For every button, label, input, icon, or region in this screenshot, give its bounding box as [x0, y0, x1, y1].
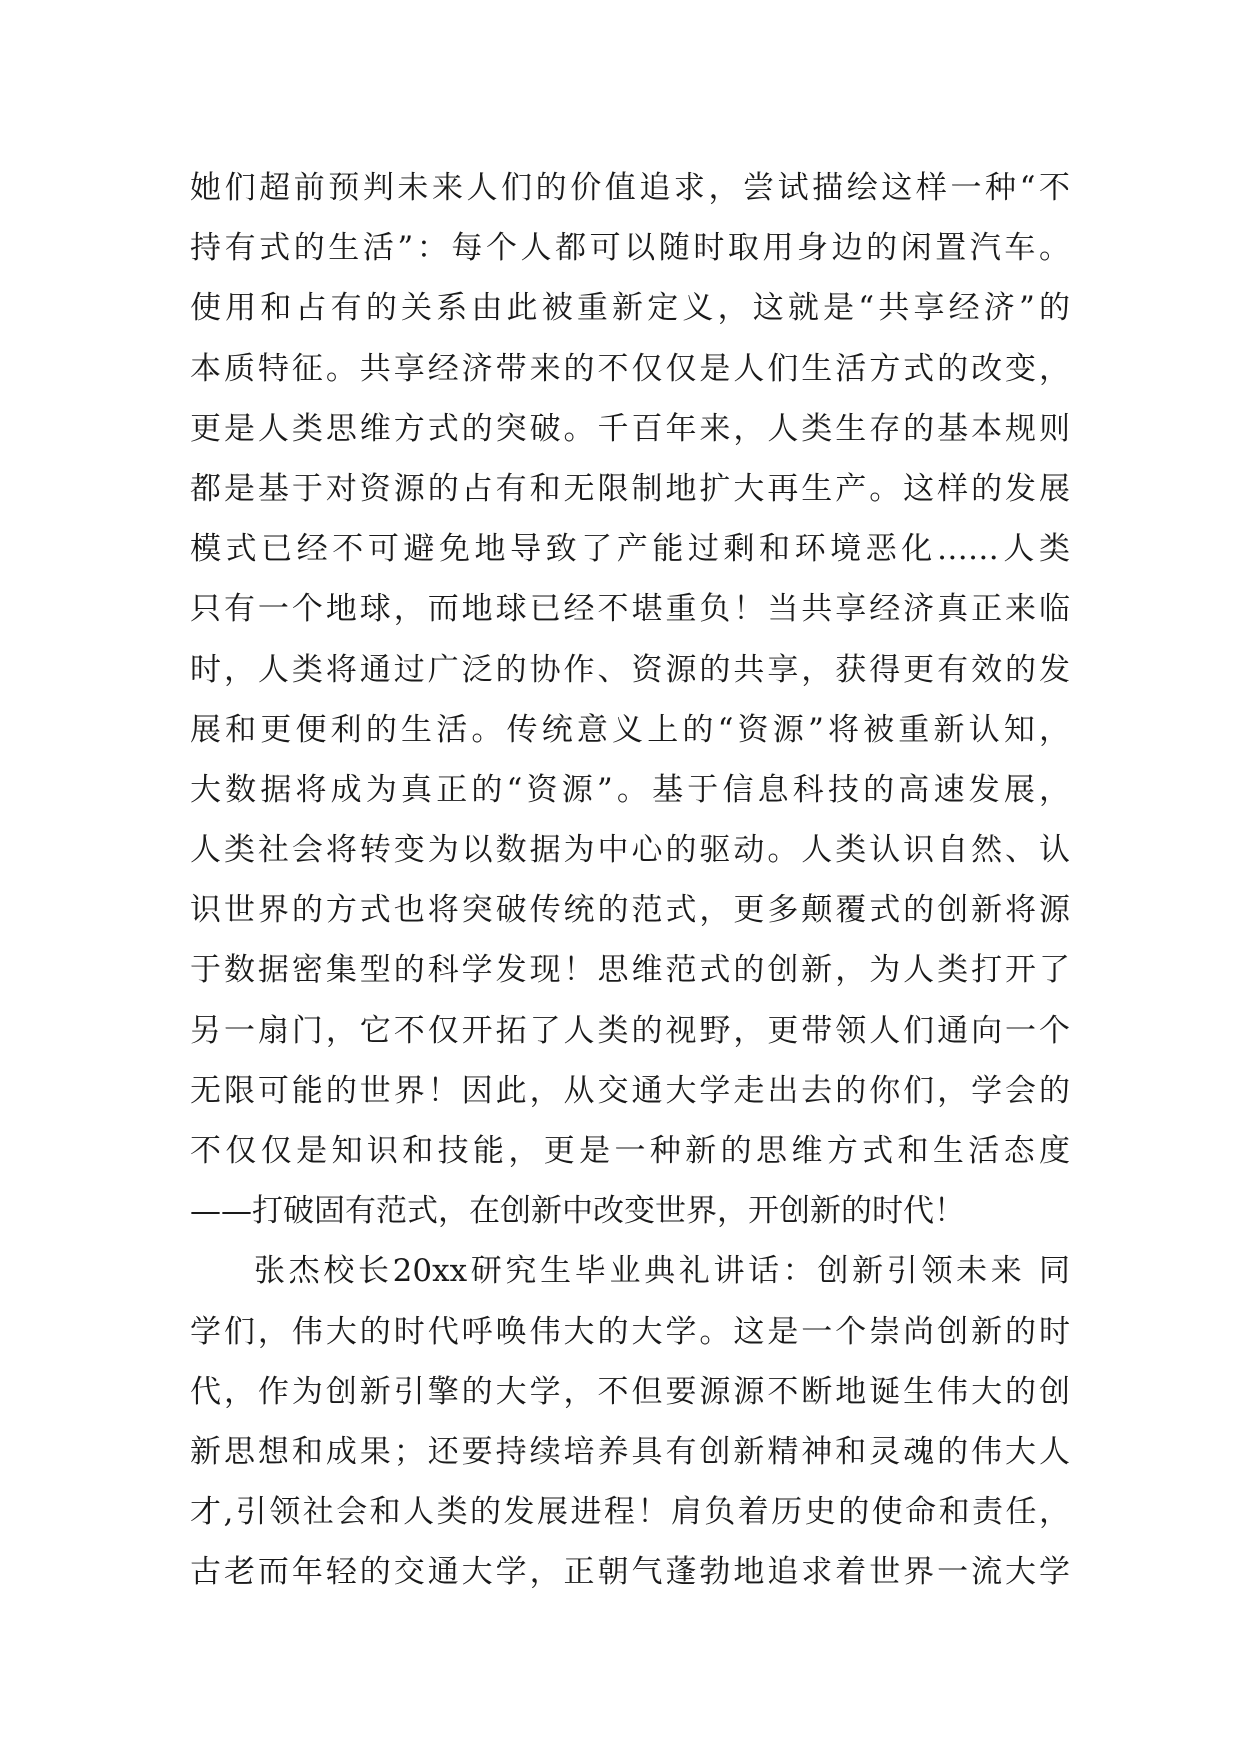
text-line: 古老而年轻的交通大学，正朝气蓬勃地追求着世界一流大学 — [190, 1554, 1070, 1591]
body-text — [190, 158, 1070, 1603]
text-line: 只有一个地球，而地球已经不堪重负！当共享经济真正来临 — [190, 591, 1070, 628]
text-line: 她们超前预判未来人们的价值追求，尝试描绘这样一种“不 — [190, 170, 1070, 206]
text-line: 更是人类思维方式的突破。千百年来，人类生存的基本规则 — [190, 410, 1070, 447]
text-line: 新思想和成果；还要持续培养具有创新精神和灵魂的伟大人 — [190, 1433, 1070, 1470]
text-line: 另一扇门，它不仅开拓了人类的视野，更带领人们通向一个 — [190, 1012, 1070, 1049]
text-line: 学们，伟大的时代呼唤伟大的大学。这是一个崇尚创新的时 — [190, 1313, 1070, 1350]
text-line: 代，作为创新引擎的大学，不但要源源不断地诞生伟大的创 — [190, 1373, 1070, 1410]
text-line: 识世界的方式也将突破传统的范式，更多颠覆式的创新将源 — [190, 892, 1070, 929]
text-line: 都是基于对资源的占有和无限制地扩大再生产。这样的发展 — [190, 470, 1070, 507]
text-line: 大数据将成为真正的“资源”。基于信息科技的高速发展， — [190, 771, 1070, 808]
text-line: 使用和占有的关系由此被重新定义，这就是“共享经济”的 — [190, 290, 1070, 327]
text-line: 人类社会将转变为以数据为中心的驱动。人类认识自然、认 — [190, 832, 1070, 869]
text-line: 持有式的生活”：每个人都可以随时取用身边的闲置汽车。 — [190, 230, 1070, 267]
text-line: 不仅仅是知识和技能，更是一种新的思维方式和生活态度 — [190, 1133, 1070, 1169]
text-line: 时，人类将通过广泛的协作、资源的共享，获得更有效的发 — [190, 651, 1070, 688]
text-line: 才,引领社会和人类的发展进程！肩负着历史的使命和责任， — [190, 1494, 1070, 1531]
text-line: 于数据密集型的科学发现！思维范式的创新，为人类打开了 — [190, 952, 1070, 989]
text-line: 展和更便利的生活。传统意义上的“资源”将被重新认知， — [190, 711, 1070, 748]
text-line: ——打破固有范式，在创新中改变世界，开创新的时代！ — [190, 1193, 965, 1230]
text-line: 无限可能的世界！因此，从交通大学走出去的你们，学会的 — [190, 1072, 1070, 1109]
text-line: 模式已经不可避免地导致了产能过剩和环境恶化……人类 — [190, 531, 1070, 568]
speech-title-line: 张杰校长20xx研究生毕业典礼讲话：创新引领未来 同 — [254, 1253, 1070, 1290]
text-line: 本质特征。共享经济带来的不仅仅是人们生活方式的改变， — [190, 350, 1070, 387]
